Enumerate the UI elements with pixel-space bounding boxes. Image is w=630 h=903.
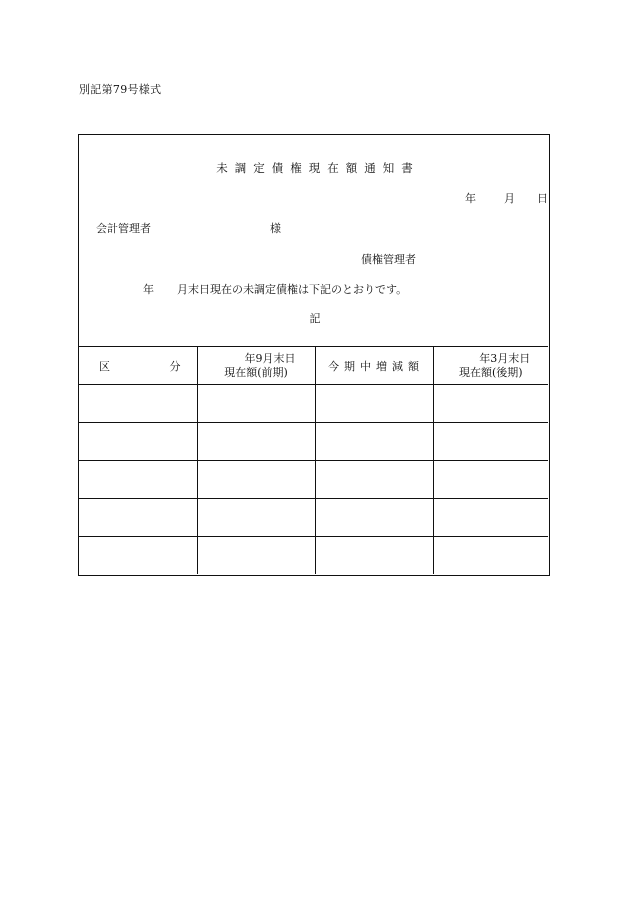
header-current-line-1: 年3月末日 [479,351,531,365]
cell-category [79,537,197,575]
date-month-label: 月 [504,192,515,205]
header-previous-line-2: 現在額(前期) [224,365,288,379]
honorific: 様 [270,222,281,235]
claims-table [79,346,548,574]
sender: 債権管理者 [361,253,416,266]
cell-previous [197,423,315,461]
note-mark: 記 [309,312,321,325]
table-row [79,537,548,575]
cell-category [79,461,197,499]
header-category [79,347,197,385]
cell-category [79,423,197,461]
notice-form [78,134,550,576]
table-header-row [79,347,548,385]
cell-category [79,499,197,537]
header-current [433,347,548,385]
cell-category [79,385,197,423]
cell-previous [197,499,315,537]
header-previous-line-1: 年9月末日 [244,351,296,365]
cell-current [433,385,548,423]
date-day-label: 日 [537,192,548,205]
header-change-label: 今期中増減額 [328,359,424,373]
date-year-label: 年 [465,192,476,205]
cell-current [433,423,548,461]
table-row [79,423,548,461]
cell-current [433,537,548,575]
cell-previous [197,385,315,423]
statement-year-label: 年 [143,283,154,296]
statement-text: 月末日現在の未調定債権は下記のとおりです。 [177,283,408,296]
cell-change [315,537,433,575]
table-row [79,461,548,499]
header-change [315,347,433,385]
header-category-part-1: 区 [99,359,110,373]
cell-current [433,499,548,537]
cell-change [315,385,433,423]
document-title: 未調定債権現在額通知書 [216,161,420,175]
addressee: 会計管理者 [96,222,151,235]
header-category-part-2: 分 [169,359,181,373]
table-row [79,499,548,537]
cell-previous [197,461,315,499]
cell-current [433,461,548,499]
header-current-line-2: 現在額(後期) [458,365,523,379]
cell-change [315,499,433,537]
table-row [79,385,548,423]
form-number: 別記第79号様式 [79,83,162,96]
cell-change [315,423,433,461]
cell-previous [197,537,315,575]
cell-change [315,461,433,499]
header-previous [197,347,315,385]
